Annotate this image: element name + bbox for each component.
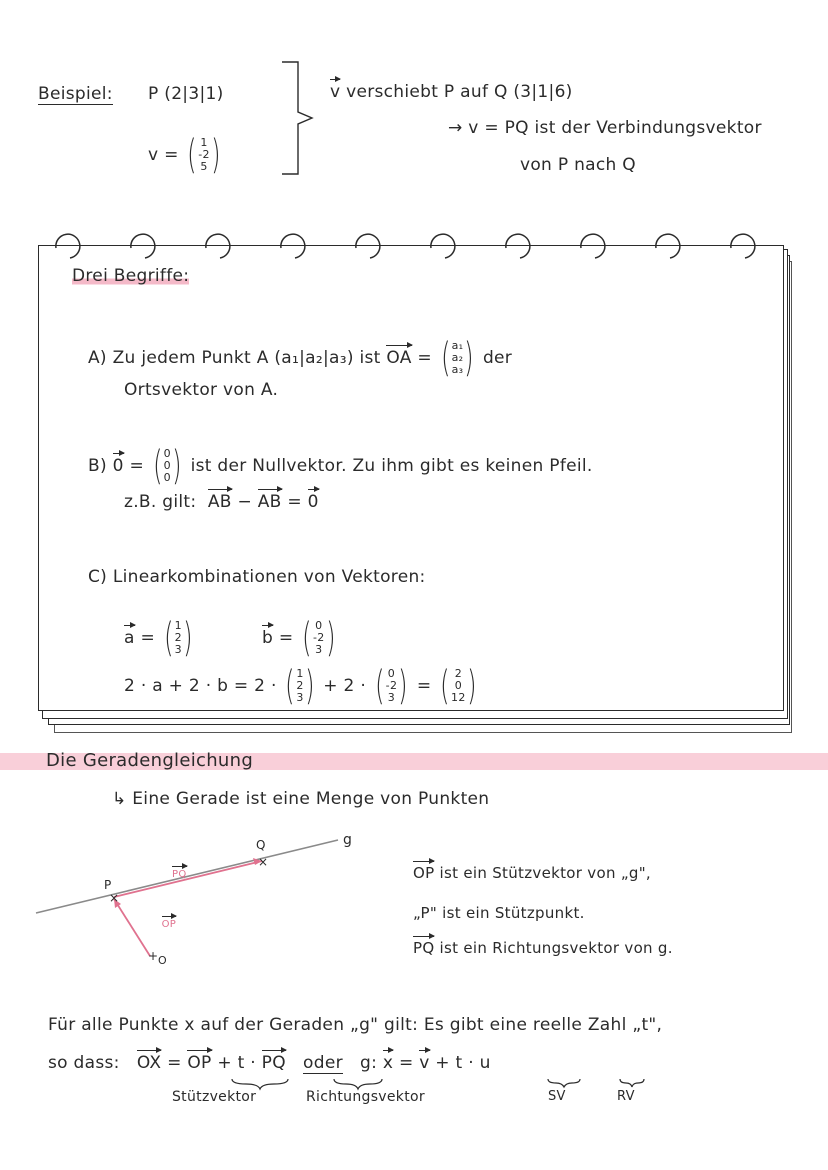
label-o: O (158, 954, 167, 967)
vector-b: b (262, 628, 274, 648)
item-b-prefix: B) (88, 456, 107, 476)
label-sv: SV (548, 1089, 566, 1104)
vector-entry: 5 (200, 160, 208, 173)
underbrace (620, 1079, 644, 1087)
vector-a: a (124, 628, 135, 648)
point-p-mark: × (109, 891, 120, 905)
bottom-line1: Für alle Punkte x auf der Geraden „g" gilt: Es gibt eine reelle Zahl „t", (48, 1015, 663, 1035)
vector-entry: 0 (163, 471, 171, 484)
section-title: Die Geradengleichung (46, 750, 254, 771)
equals: = (129, 456, 145, 476)
vector-v: v (419, 1053, 430, 1073)
vector-entry: 0 (454, 679, 462, 692)
vector-op: OP (187, 1053, 212, 1073)
vector-v-column: ( 1 -2 5 ) (187, 132, 221, 178)
vector-entry: 2 (296, 679, 304, 692)
vector-x: x (382, 1053, 394, 1073)
explain-line1-text: ist ein Stützvektor von „g", (439, 864, 651, 882)
item-b-text: ist der Nullvektor. Zu ihm gibt es keinen Pfeil. (190, 456, 593, 476)
explain-line3-text: ist ein Richtungsvektor von g. (439, 939, 673, 957)
example-label: Beispiel: (38, 84, 113, 104)
label-g: g (343, 832, 353, 848)
arrow-symbol: → (448, 118, 463, 138)
equals: = (287, 492, 302, 512)
plus-t: + t · (435, 1053, 474, 1073)
vector-entry: 3 (387, 691, 396, 704)
equals: = (140, 628, 155, 648)
vector-entry: 12 (451, 691, 466, 704)
label-op: OP (161, 919, 177, 930)
zero-column: ( 0 0 0 ) (152, 443, 182, 489)
vector-entry: 1 (174, 619, 182, 632)
vector-entry: a₃ (451, 363, 464, 376)
vector-u: u (479, 1053, 491, 1073)
result-column: ( 2 0 12 ) (440, 663, 477, 709)
vector-b-column: ( 0 -2 3 ) (302, 615, 336, 661)
minus: − (237, 492, 253, 512)
corner-arrow-icon: ↳ (112, 789, 127, 809)
vector-pq: PQ (413, 939, 435, 957)
point-o-mark: + (148, 949, 159, 963)
vector-b-column: ( 0 -2 3 ) (374, 663, 408, 709)
explain-line2: „P" ist ein Stützpunkt. (413, 904, 585, 922)
vector-v-lhs: v = (148, 145, 179, 165)
underbrace (548, 1079, 580, 1087)
equals: = (416, 676, 432, 696)
label-richtungsvektor: Richtungsvektor (306, 1089, 425, 1105)
item-c-prefix: C) (88, 567, 108, 587)
vector-entry: 0 (315, 619, 323, 632)
vector-op: OP (413, 864, 435, 882)
vector-entry: 3 (174, 643, 182, 656)
equals: = (417, 348, 432, 368)
vector-entry: 2 (174, 631, 182, 644)
oder: oder (303, 1053, 343, 1073)
item-b-example-label: z.B. gilt: (124, 492, 197, 512)
lincomb-part2: + 2 · (323, 676, 367, 696)
so-dass: so dass: (48, 1053, 120, 1073)
equals: = (167, 1053, 182, 1073)
vector-a-column: ( 1 2 3 ) (163, 615, 193, 661)
label-q: Q (256, 838, 266, 852)
point-q-mark: × (258, 855, 269, 869)
label-stuetzvektor: Stützvektor (172, 1089, 257, 1105)
label-pq: PQ (172, 869, 187, 880)
example-line2-eq: v = PQ (468, 118, 529, 138)
underbrace (334, 1079, 382, 1089)
notebook-heading: Drei Begriffe: (72, 266, 190, 286)
underbrace (232, 1079, 288, 1089)
item-c-text: Linearkombinationen von Vektoren: (112, 567, 426, 587)
vector-a-column: ( 1 2 3 ) (285, 663, 315, 709)
vector-entry: a₁ (451, 339, 464, 352)
vector-zero: 0 (307, 492, 319, 512)
vector-entry: -2 (198, 148, 210, 161)
label-rv: RV (617, 1089, 635, 1104)
item-a-line2: Ortsvektor von A. (124, 380, 279, 400)
vector-entry: 3 (315, 643, 323, 656)
vector-pq: PQ (261, 1053, 286, 1073)
vector-oa: OA (386, 348, 412, 368)
g-label: g: (360, 1053, 378, 1073)
vector-entry: -2 (385, 679, 398, 692)
example-line3: von P nach Q (520, 155, 636, 175)
vector-entry: 3 (296, 691, 304, 704)
equals: = (398, 1053, 414, 1073)
vector-ox: OX (136, 1053, 162, 1073)
vector-oa-column: ( a₁ a₂ a₃ ) (440, 335, 475, 381)
vector-entry: 1 (200, 136, 208, 149)
vector-entry: 2 (454, 667, 462, 680)
vector-entry: 0 (163, 447, 171, 460)
vector-entry: -2 (312, 631, 325, 644)
equals: = (278, 628, 294, 648)
vector-ab: AB (207, 492, 232, 512)
vector-entry: 0 (163, 459, 171, 472)
label-p: P (104, 878, 112, 892)
vector-entry: 0 (387, 667, 396, 680)
point-p: P (2|3|1) (148, 84, 224, 104)
vector-v-symbol: v (330, 82, 341, 102)
example-line1-text: verschiebt P auf Q (3|1|6) (346, 82, 573, 102)
item-a-text2: der (482, 348, 513, 368)
vector-entry: a₂ (451, 351, 464, 364)
section-subtitle-text: Eine Gerade ist eine Menge von Punkten (132, 789, 490, 809)
vector-entry: 1 (296, 667, 304, 680)
example-line2-text: ist der Verbindungsvektor (534, 118, 762, 138)
lincomb-part1: 2 · a + 2 · b = 2 · (124, 676, 277, 696)
vector-ab: AB (257, 492, 282, 512)
item-a-prefix: A) (88, 348, 107, 368)
item-a-text: Zu jedem Punkt A (a₁|a₂|a₃) ist (112, 348, 381, 368)
vector-zero: 0 (112, 456, 124, 476)
plus-t: + t · (217, 1053, 256, 1073)
